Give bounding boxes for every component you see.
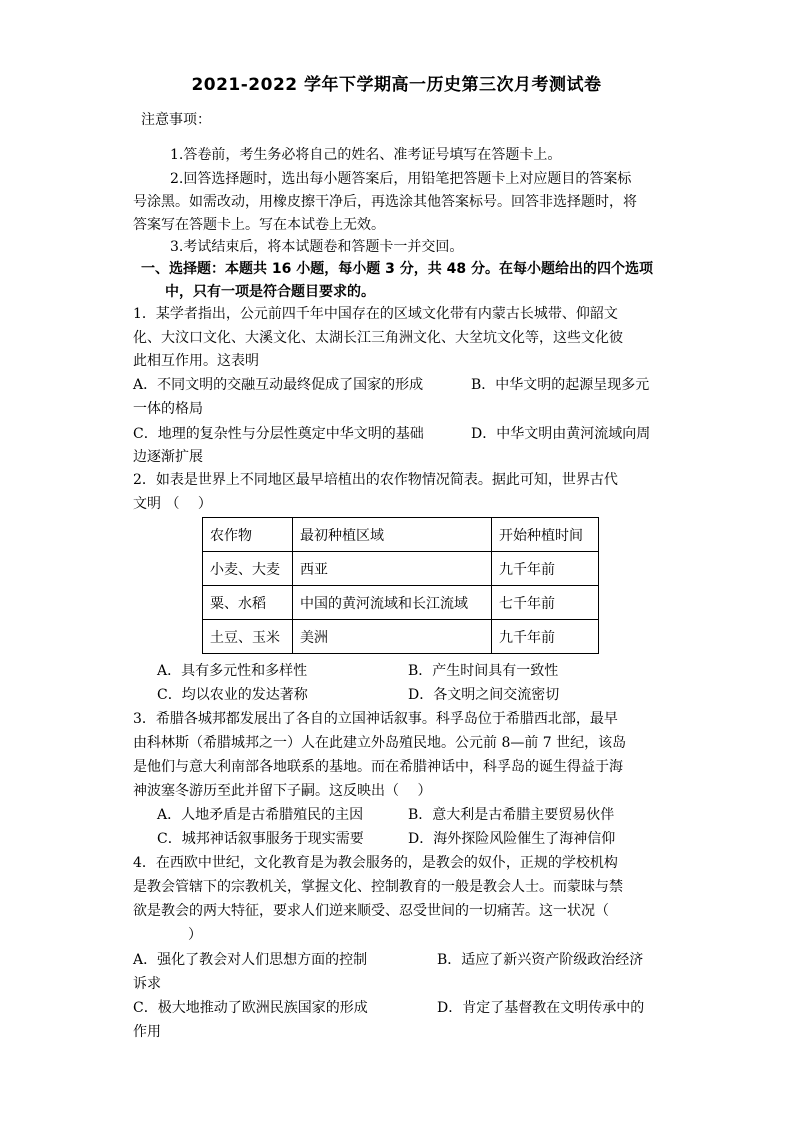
- table-cell: 土豆、玉米: [203, 620, 293, 654]
- q3-option-c: C．城邦神话叙事服务于现实需要: [157, 831, 364, 847]
- q1-option-b: B．中华文明的起源呈现多元: [471, 377, 650, 393]
- q4-option-d-cont: 作用: [133, 1024, 161, 1040]
- q4-stem-line-1: 4．在西欧中世纪，文化教育是为教会服务的，是教会的奴仆，正规的学校机构: [133, 855, 618, 871]
- table-cell: 美洲: [293, 620, 492, 654]
- table-cell: 小麦、大麦: [203, 552, 293, 586]
- table-cell: 七千年前: [492, 586, 599, 620]
- section-heading-line-2: 中，只有一项是符合题目要求的。: [165, 284, 375, 300]
- notice-item-1: 1.答卷前，考生务必将自己的姓名、准考证号填写在答题卡上。: [170, 147, 562, 163]
- q4-stem-line-3: 欲是教会的两大特征，要求人们逆来顺受、忍受世间的一切痛苦。这一状况（: [133, 903, 609, 919]
- notice-item-2-line-1: 2.回答选择题时，选出每小题答案后，用铅笔把答题卡上对应题目的答案标: [170, 171, 632, 187]
- table-row: [203, 552, 599, 586]
- q4-option-b-cont: 诉求: [133, 976, 161, 992]
- table-cell: 中国的黄河流域和长江流域: [293, 586, 492, 620]
- exam-title: 2021-2022 学年下学期高一历史第三次月考测试卷: [191, 75, 602, 95]
- table-header-cell: 开始种植时间: [492, 518, 599, 552]
- q3-stem-line-2: 由科林斯（希腊城邦之一）人在此建立外岛殖民地。公元前 8—前 7 世纪，该岛: [133, 735, 627, 751]
- notice-item-2-line-3: 答案写在答题卡上。写在本试卷上无效。: [133, 217, 385, 233]
- table-header-cell: 农作物: [203, 518, 293, 552]
- q1-option-a: A．不同文明的交融互动最终促成了国家的形成: [133, 377, 424, 393]
- q1-option-d: D．中华文明由黄河流域向周: [471, 426, 651, 442]
- table-cell: 西亚: [293, 552, 492, 586]
- table-row: [203, 620, 599, 654]
- q1-stem-line-2: 化、大汶口文化、大溪文化、太湖长江三角洲文化、大坌坑文化等，这些文化彼: [133, 330, 623, 346]
- q3-option-d: D．海外探险风险催生了海神信仰: [408, 831, 616, 847]
- q1-option-c: C．地理的复杂性与分层性奠定中华文明的基础: [133, 426, 424, 442]
- q3-option-a: A．人地矛盾是古希腊殖民的主因: [157, 807, 364, 823]
- q4-option-b: B．适应了新兴资产阶级政治经济: [437, 952, 644, 968]
- q2-option-a: A．具有多元性和多样性: [157, 663, 308, 679]
- table-cell: 粟、水稻: [203, 586, 293, 620]
- notice-heading: 注意事项：: [141, 112, 211, 128]
- q3-stem-line-4: 神波塞冬游历至此并留下子嗣。这反映出（ ）: [133, 783, 432, 799]
- table-cell: 九千年前: [492, 552, 599, 586]
- q1-option-d-cont: 边逐渐扩展: [133, 449, 203, 465]
- q4-option-a: A．强化了教会对人们思想方面的控制: [133, 952, 368, 968]
- table-header-row: [203, 518, 599, 552]
- q4-option-d: D．肯定了基督教在文明传承中的: [437, 1000, 645, 1016]
- notice-item-2-line-2: 号涂黑。如需改动，用橡皮擦干净后，再选涂其他答案标号。回答非选择题时，将: [133, 194, 637, 210]
- q2-option-d: D．各文明之间交流密切: [408, 687, 560, 703]
- q3-stem-line-1: 3．希腊各城邦都发展出了各自的立国神话叙事。科孚岛位于希腊西北部，最早: [133, 711, 618, 727]
- table-cell: 九千年前: [492, 620, 599, 654]
- section-heading-line-1: 一、选择题：本题共 16 小题，每小题 3 分，共 48 分。在每小题给出的四个选项: [141, 261, 653, 277]
- table-row: [203, 586, 599, 620]
- q1-option-b-cont: 一体的格局: [133, 401, 203, 417]
- crop-table: [202, 517, 599, 654]
- q4-stem-line-2: 是教会管辖下的宗教机关，掌握文化、控制教育的一般是教会人士。而蒙昧与禁: [133, 879, 623, 895]
- q4-stem-line-4: ）: [188, 927, 202, 943]
- q2-option-c: C．均以农业的发达著称: [157, 687, 308, 703]
- q2-stem-line-2: 文明 （ ）: [133, 496, 212, 512]
- q1-stem-line-1: 1．某学者指出，公元前四千年中国存在的区域文化带有内蒙古长城带、仰韶文: [133, 306, 618, 322]
- q3-stem-line-3: 是他们与意大利南部各地联系的基地。而在希腊神话中，科孚岛的诞生得益于海: [133, 759, 623, 775]
- q3-option-b: B．意大利是古希腊主要贸易伙伴: [408, 807, 615, 823]
- notice-item-3: 3.考试结束后，将本试题卷和答题卡一并交回。: [170, 239, 464, 255]
- q4-option-c: C．极大地推动了欧洲民族国家的形成: [133, 1000, 368, 1016]
- q1-stem-line-3: 此相互作用。这表明: [133, 353, 259, 369]
- table-header-cell: 最初种植区域: [293, 518, 492, 552]
- q2-stem-line-1: 2．如表是世界上不同地区最早培植出的农作物情况简表。据此可知，世界古代: [133, 472, 618, 488]
- q2-option-b: B．产生时间具有一致性: [408, 663, 559, 679]
